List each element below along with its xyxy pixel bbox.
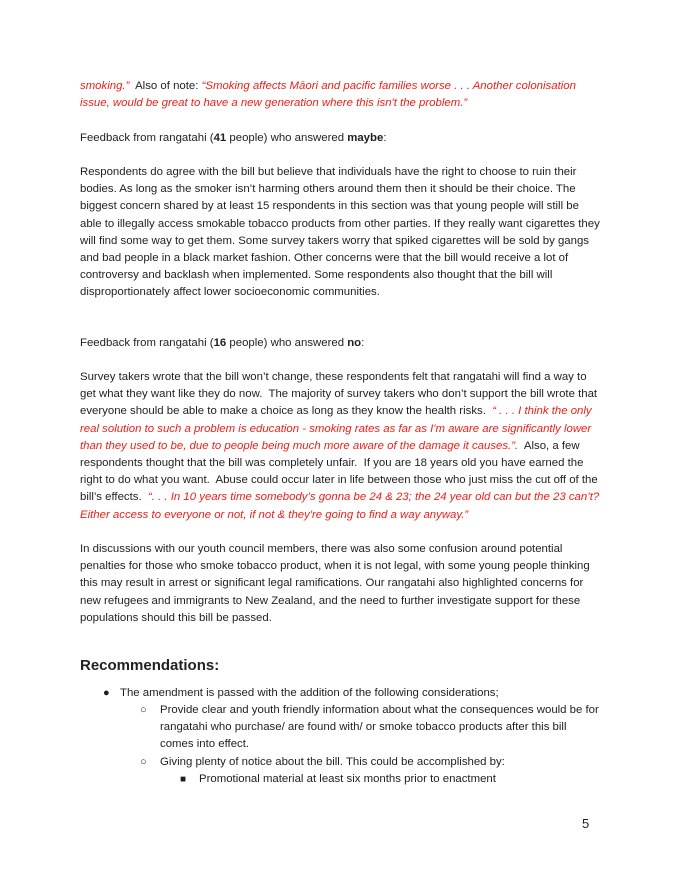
recommendation-subitem-2: Giving plenty of notice about the bill. This could be accomplished by: [160,756,505,768]
no-header-prefix: Feedback from rangatahi ( [80,337,214,349]
no-answer-label: no [347,337,362,349]
discussion-paragraph: In discussions with our youth council members, there was also some confusion around potential penalties for those who smoke tobacco product, when it is not legal, with some young people thinking this may result in arrest or significant legal ramifications. Our rangatahi also highlighted concerns for new refugees and immigrants to New Zealand, and the need to further investigate support for these populations should this bill be passed. [80,543,590,624]
bullet-level-3: ■ [180,774,187,785]
bullet-level-2: ○ [140,756,147,768]
bullet-level-1: ● [103,687,110,699]
intro-quote-paragraph [80,78,600,112]
maybe-feedback-body: Respondents do agree with the bill but believe that individuals have the right to choose to ruin their bodies. As long as the smoker isn’t harming others around them then it should be their choice. The biggest concern shared by at least 15 respondents in this section was that young people will still be able to illegally access smokable tobacco products from other parties. If they really want cigarettes they will find some way to get them. Some survey takers worry that spiked cigarettes will be sold by gangs and bad people in a black market fashion. Other concerns were that the bill would receive a lot of controversy and backlash when implemented. Some respondents also thought that the bill will disproportionately affect lower socioeconomic communities. [80,166,600,299]
no-body-text-2: Also, a few respondents thought that the bill was completely unfair. If you are 18 years old you have earned the right to do what you want. Abuse could occur later in life between those who just miss the cut off of the bill’s effects. [80,439,601,504]
no-count: 16 [213,337,227,349]
maybe-header-prefix: Feedback from rangatahi ( [80,132,214,144]
no-body-text-1: Survey takers wrote that the bill won’t change, these respondents felt that rangatahi will find a way to get what they want like they do now. The majority of survey takers who don’t support the bill wrote that everyone should be able to make a choice as long as they know the health risks. [80,371,601,418]
maybe-header-colon: : [383,132,387,144]
no-header-middle: people) who answered [226,337,348,349]
no-header-colon: : [361,337,365,349]
maybe-header-middle: people) who answered [226,132,348,144]
recommendation-subitem-1: Provide clear and youth friendly information about what the consequences would be for rangatahi who purchase/ are found with/ or smoke tobacco products after this bill comes into effect. [160,704,599,751]
no-feedback-header [80,335,600,352]
quote-education: “ . . . I think the only real solution to such a problem is education - smoking rates as far as I'm aware are significantly lower than they used to be, due to people being much more aware of the damage it causes.”. [80,405,592,452]
no-feedback-body [80,369,602,524]
recommendation-item-1: The amendment is passed with the addition of the following considerations; [120,687,499,699]
maybe-answer-label: maybe [347,132,384,144]
page-number: 5 [582,816,590,831]
also-of-note-text: Also of note: [129,80,202,92]
maybe-count: 41 [213,132,227,144]
quote-maori-pacific: “Smoking affects Māori and pacific families worse . . . Another colonisation issue, would be great to have a new generation where this isn't the problem.” [80,80,576,110]
recommendations-heading: Recommendations: [80,657,220,674]
quote-smoking: smoking.” [80,80,130,92]
maybe-feedback-header [80,130,600,147]
quote-age-cutoff: “. . . In 10 years time somebody’s gonna be 24 & 23; the 24 year old can but the 23 can’t? Either access to everyone or not, if not & they're going to find a way anyway.” [80,491,600,521]
recommendation-subsubitem-1: Promotional material at least six months prior to enactment [199,773,496,785]
bullet-level-2: ○ [140,704,147,716]
